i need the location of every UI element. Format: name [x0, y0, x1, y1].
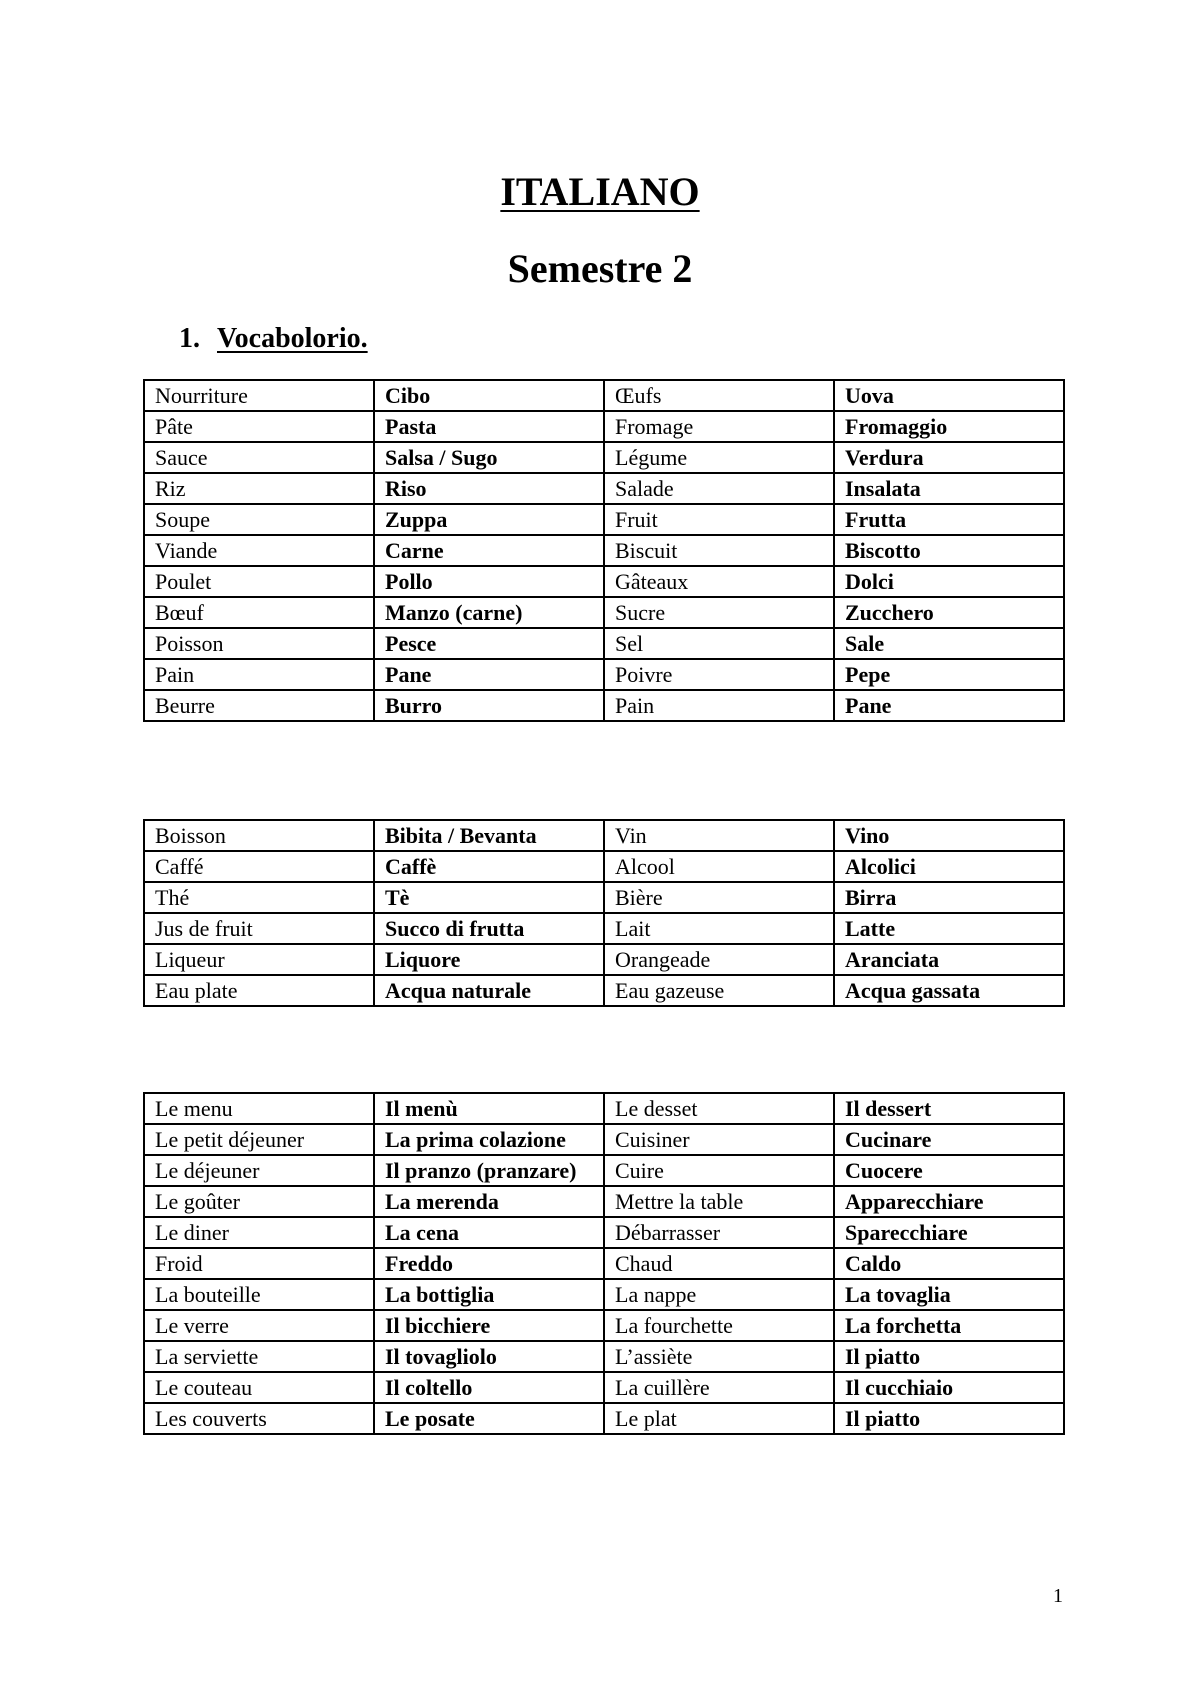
- italian-word-cell: Zucchero: [834, 597, 1064, 628]
- italian-word-cell: Sparecchiare: [834, 1217, 1064, 1248]
- table-row: [144, 411, 1064, 442]
- french-word-cell: Légume: [604, 442, 834, 473]
- italian-word-cell: Birra: [834, 882, 1064, 913]
- italian-word-cell: Il piatto: [834, 1403, 1064, 1434]
- table-row: [144, 442, 1064, 473]
- french-word-cell: Poisson: [144, 628, 374, 659]
- french-word-cell: Vin: [604, 820, 834, 851]
- french-word-cell: Pain: [604, 690, 834, 721]
- table-row: [144, 1248, 1064, 1279]
- italian-word-cell: Il piatto: [834, 1341, 1064, 1372]
- french-word-cell: Eau plate: [144, 975, 374, 1006]
- vocabulary-table-meals: [143, 1092, 1065, 1435]
- italian-word-cell: La bottiglia: [374, 1279, 604, 1310]
- italian-word-cell: Biscotto: [834, 535, 1064, 566]
- french-word-cell: Bœuf: [144, 597, 374, 628]
- french-word-cell: Chaud: [604, 1248, 834, 1279]
- french-word-cell: Lait: [604, 913, 834, 944]
- table-row: [144, 1372, 1064, 1403]
- italian-word-cell: Cuocere: [834, 1155, 1064, 1186]
- italian-word-cell: Pane: [374, 659, 604, 690]
- french-word-cell: Boisson: [144, 820, 374, 851]
- table-row: [144, 566, 1064, 597]
- italian-word-cell: La cena: [374, 1217, 604, 1248]
- french-word-cell: Liqueur: [144, 944, 374, 975]
- table-row: [144, 1186, 1064, 1217]
- italian-word-cell: Caldo: [834, 1248, 1064, 1279]
- french-word-cell: Orangeade: [604, 944, 834, 975]
- italian-word-cell: Pesce: [374, 628, 604, 659]
- table-row: [144, 1279, 1064, 1310]
- french-word-cell: Beurre: [144, 690, 374, 721]
- page-number: 1: [1053, 1585, 1063, 1607]
- italian-word-cell: Apparecchiare: [834, 1186, 1064, 1217]
- french-word-cell: Cuisiner: [604, 1124, 834, 1155]
- italian-word-cell: Sale: [834, 628, 1064, 659]
- french-word-cell: Viande: [144, 535, 374, 566]
- italian-word-cell: Dolci: [834, 566, 1064, 597]
- section-label: Vocabolorio.: [217, 323, 368, 354]
- french-word-cell: Salade: [604, 473, 834, 504]
- document-title: ITALIANO: [500, 169, 700, 214]
- table-row: [144, 597, 1064, 628]
- french-word-cell: Nourriture: [144, 380, 374, 411]
- italian-word-cell: Il cucchiaio: [834, 1372, 1064, 1403]
- table-row: [144, 1217, 1064, 1248]
- french-word-cell: Cuire: [604, 1155, 834, 1186]
- french-word-cell: Thé: [144, 882, 374, 913]
- document-subtitle: Semestre 2: [507, 246, 693, 291]
- french-word-cell: Riz: [144, 473, 374, 504]
- italian-word-cell: La tovaglia: [834, 1279, 1064, 1310]
- table-row: [144, 1341, 1064, 1372]
- table-row: [144, 913, 1064, 944]
- italian-word-cell: Il tovagliolo: [374, 1341, 604, 1372]
- french-word-cell: L’assiète: [604, 1341, 834, 1372]
- italian-word-cell: Le posate: [374, 1403, 604, 1434]
- italian-word-cell: Caffè: [374, 851, 604, 882]
- french-word-cell: Biscuit: [604, 535, 834, 566]
- french-word-cell: Sucre: [604, 597, 834, 628]
- italian-word-cell: Aranciata: [834, 944, 1064, 975]
- french-word-cell: Caffé: [144, 851, 374, 882]
- italian-word-cell: La merenda: [374, 1186, 604, 1217]
- french-word-cell: Pâte: [144, 411, 374, 442]
- table-row: [144, 628, 1064, 659]
- italian-word-cell: Il bicchiere: [374, 1310, 604, 1341]
- french-word-cell: Le petit déjeuner: [144, 1124, 374, 1155]
- italian-word-cell: Pollo: [374, 566, 604, 597]
- french-word-cell: La nappe: [604, 1279, 834, 1310]
- french-word-cell: Œufs: [604, 380, 834, 411]
- italian-word-cell: Il menù: [374, 1093, 604, 1124]
- french-word-cell: Le desset: [604, 1093, 834, 1124]
- italian-word-cell: Alcolici: [834, 851, 1064, 882]
- french-word-cell: Pain: [144, 659, 374, 690]
- italian-word-cell: Il coltello: [374, 1372, 604, 1403]
- italian-word-cell: Liquore: [374, 944, 604, 975]
- french-word-cell: Débarrasser: [604, 1217, 834, 1248]
- french-word-cell: Le couteau: [144, 1372, 374, 1403]
- italian-word-cell: Succo di frutta: [374, 913, 604, 944]
- french-word-cell: Eau gazeuse: [604, 975, 834, 1006]
- table-row: [144, 882, 1064, 913]
- french-word-cell: La cuillère: [604, 1372, 834, 1403]
- italian-word-cell: Il pranzo (pranzare): [374, 1155, 604, 1186]
- french-word-cell: Le diner: [144, 1217, 374, 1248]
- table-row: [144, 473, 1064, 504]
- french-word-cell: Jus de fruit: [144, 913, 374, 944]
- table-row: [144, 975, 1064, 1006]
- italian-word-cell: Vino: [834, 820, 1064, 851]
- italian-word-cell: Frutta: [834, 504, 1064, 535]
- italian-word-cell: Acqua naturale: [374, 975, 604, 1006]
- french-word-cell: La serviette: [144, 1341, 374, 1372]
- italian-word-cell: La forchetta: [834, 1310, 1064, 1341]
- italian-word-cell: La prima colazione: [374, 1124, 604, 1155]
- italian-word-cell: Carne: [374, 535, 604, 566]
- italian-word-cell: Latte: [834, 913, 1064, 944]
- table-row: [144, 1155, 1064, 1186]
- french-word-cell: Les couverts: [144, 1403, 374, 1434]
- french-word-cell: Soupe: [144, 504, 374, 535]
- italian-word-cell: Pepe: [834, 659, 1064, 690]
- french-word-cell: Bière: [604, 882, 834, 913]
- french-word-cell: Alcool: [604, 851, 834, 882]
- italian-word-cell: Bibita / Bevanta: [374, 820, 604, 851]
- french-word-cell: Fruit: [604, 504, 834, 535]
- french-word-cell: Poivre: [604, 659, 834, 690]
- vocabulary-table-food: [143, 379, 1065, 722]
- table-row: [144, 690, 1064, 721]
- italian-word-cell: Insalata: [834, 473, 1064, 504]
- italian-word-cell: Il dessert: [834, 1093, 1064, 1124]
- table-row: [144, 504, 1064, 535]
- vocabulary-table-drinks: [143, 819, 1065, 1007]
- french-word-cell: La fourchette: [604, 1310, 834, 1341]
- table-row: [144, 380, 1064, 411]
- french-word-cell: Sel: [604, 628, 834, 659]
- table-row: [144, 944, 1064, 975]
- table-row: [144, 820, 1064, 851]
- french-word-cell: Sauce: [144, 442, 374, 473]
- french-word-cell: La bouteille: [144, 1279, 374, 1310]
- french-word-cell: Gâteaux: [604, 566, 834, 597]
- italian-word-cell: Fromaggio: [834, 411, 1064, 442]
- french-word-cell: Le plat: [604, 1403, 834, 1434]
- table-row: [144, 1403, 1064, 1434]
- french-word-cell: Le déjeuner: [144, 1155, 374, 1186]
- italian-word-cell: Riso: [374, 473, 604, 504]
- french-word-cell: Poulet: [144, 566, 374, 597]
- italian-word-cell: Manzo (carne): [374, 597, 604, 628]
- table-row: [144, 1093, 1064, 1124]
- table-row: [144, 1310, 1064, 1341]
- french-word-cell: Le verre: [144, 1310, 374, 1341]
- italian-word-cell: Salsa / Sugo: [374, 442, 604, 473]
- section-number: 1.: [179, 323, 200, 354]
- italian-word-cell: Tè: [374, 882, 604, 913]
- section-heading: [179, 323, 368, 355]
- italian-word-cell: Burro: [374, 690, 604, 721]
- italian-word-cell: Cucinare: [834, 1124, 1064, 1155]
- italian-word-cell: Uova: [834, 380, 1064, 411]
- table-row: [144, 851, 1064, 882]
- french-word-cell: Mettre la table: [604, 1186, 834, 1217]
- table-row: [144, 535, 1064, 566]
- italian-word-cell: Acqua gassata: [834, 975, 1064, 1006]
- italian-word-cell: Freddo: [374, 1248, 604, 1279]
- italian-word-cell: Pasta: [374, 411, 604, 442]
- french-word-cell: Fromage: [604, 411, 834, 442]
- french-word-cell: Froid: [144, 1248, 374, 1279]
- table-row: [144, 1124, 1064, 1155]
- italian-word-cell: Pane: [834, 690, 1064, 721]
- italian-word-cell: Verdura: [834, 442, 1064, 473]
- italian-word-cell: Zuppa: [374, 504, 604, 535]
- french-word-cell: Le menu: [144, 1093, 374, 1124]
- french-word-cell: Le goûter: [144, 1186, 374, 1217]
- table-row: [144, 659, 1064, 690]
- italian-word-cell: Cibo: [374, 380, 604, 411]
